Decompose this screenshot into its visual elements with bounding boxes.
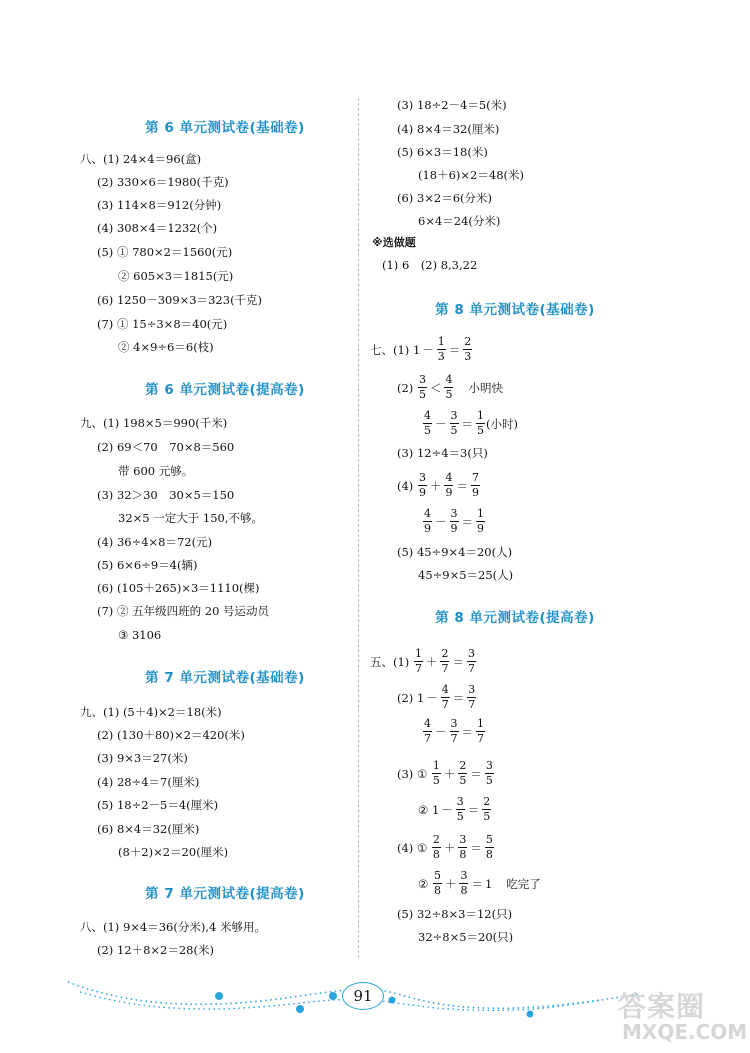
numerator: 1 bbox=[414, 647, 422, 660]
fraction-equation bbox=[397, 834, 495, 861]
fraction bbox=[459, 870, 468, 897]
whole-number: 1 bbox=[416, 690, 425, 705]
denominator: 7 bbox=[477, 732, 484, 745]
equals-sign: ＝ bbox=[470, 766, 482, 781]
fraction bbox=[467, 684, 476, 711]
answer-line: (18＋6)×2＝48(米) bbox=[418, 168, 524, 182]
equals-sign: ＝ bbox=[456, 478, 468, 493]
numerator: 5 bbox=[485, 833, 493, 846]
answer-line: (8＋2)×2＝20(厘米) bbox=[118, 845, 229, 859]
fraction-equation bbox=[422, 508, 486, 535]
footer-dot bbox=[389, 997, 396, 1004]
numerator: 3 bbox=[418, 373, 426, 386]
equals-sign: ＝ bbox=[467, 802, 480, 817]
fraction bbox=[482, 796, 491, 823]
equals-sign: ＝ bbox=[471, 876, 483, 891]
watermark-url: MXQE.COM bbox=[622, 1020, 748, 1044]
denominator: 7 bbox=[441, 662, 449, 675]
denominator: 9 bbox=[445, 486, 453, 499]
denominator: 5 bbox=[456, 810, 464, 823]
denominator: 9 bbox=[424, 522, 431, 535]
answer-line: (5) 18÷2－5＝4(厘米) bbox=[97, 798, 219, 812]
numerator: 2 bbox=[464, 335, 472, 348]
fraction bbox=[485, 834, 494, 861]
fraction bbox=[414, 648, 423, 675]
denominator: 8 bbox=[460, 884, 468, 897]
fraction-equation bbox=[422, 410, 518, 437]
numerator: 2 bbox=[432, 833, 440, 846]
operator: ＋ bbox=[429, 478, 442, 493]
fraction bbox=[423, 508, 432, 535]
operator: － bbox=[435, 416, 447, 431]
footer-dot bbox=[329, 992, 337, 1000]
operator: ＋ bbox=[425, 654, 438, 669]
numerator: 3 bbox=[467, 647, 475, 660]
numerator: 4 bbox=[424, 507, 431, 520]
answer-line: (7) ① 15÷3×8＝40(元) bbox=[97, 317, 228, 331]
answer-line: (2) 330×6＝1980(千克) bbox=[97, 175, 229, 189]
answer-line: (5) ① 780×2＝1560(元) bbox=[97, 245, 233, 259]
fraction bbox=[437, 336, 446, 363]
fraction bbox=[471, 472, 480, 499]
answer-line: 八、(1) 24×4＝96(盒) bbox=[80, 152, 202, 166]
fraction bbox=[467, 648, 476, 675]
denominator: 5 bbox=[459, 774, 467, 787]
fraction-equation bbox=[397, 684, 477, 711]
numerator: 1 bbox=[477, 409, 484, 422]
numerator: 3 bbox=[456, 795, 464, 808]
fraction-equation bbox=[418, 796, 492, 823]
question-number: (2) bbox=[397, 690, 414, 705]
fraction bbox=[458, 834, 467, 861]
denominator: 7 bbox=[424, 732, 431, 745]
fraction bbox=[476, 508, 485, 535]
fraction bbox=[441, 684, 450, 711]
numerator: 3 bbox=[450, 409, 458, 422]
question-number: (2) bbox=[397, 380, 414, 395]
fraction bbox=[450, 410, 459, 437]
equals-sign: ＝ bbox=[448, 342, 461, 357]
fraction-equation bbox=[422, 718, 486, 745]
operator: － bbox=[422, 342, 434, 357]
answer-line: 九、(1) (5＋4)×2＝18(米) bbox=[80, 705, 222, 719]
fraction bbox=[423, 410, 432, 437]
answer-line: ② 605×3＝1815(元) bbox=[118, 269, 234, 283]
answer-line: 八、(1) 9×4＝36(分米),4 米够用。 bbox=[80, 920, 266, 934]
equals-sign: ＝ bbox=[452, 690, 465, 705]
denominator: 3 bbox=[464, 350, 472, 363]
numerator: 1 bbox=[437, 335, 445, 348]
fraction-equation bbox=[397, 374, 503, 401]
fraction bbox=[418, 374, 427, 401]
fraction-equation bbox=[418, 870, 541, 897]
equals-sign: ＝ bbox=[470, 840, 482, 855]
answer-note: 小明快 bbox=[468, 380, 503, 395]
denominator: 5 bbox=[450, 424, 458, 437]
numerator: 7 bbox=[471, 471, 479, 484]
denominator: 5 bbox=[445, 388, 453, 401]
operator: － bbox=[441, 802, 453, 817]
page-number: 91 bbox=[342, 982, 384, 1010]
fraction bbox=[450, 508, 459, 535]
answer-line: (7) ② 五年级四班的 20 号运动员 bbox=[97, 604, 270, 618]
answer-line: ③ 3106 bbox=[118, 628, 162, 642]
watermark-logo: 答案圈 bbox=[618, 990, 706, 1023]
whole-number: 1 bbox=[412, 342, 421, 357]
question-number: ② bbox=[418, 802, 429, 817]
fraction bbox=[458, 760, 467, 787]
section-title-unit8-basic: 第 8 单元测试卷(基础卷) bbox=[435, 302, 595, 318]
numerator: 3 bbox=[459, 833, 467, 846]
denominator: 5 bbox=[418, 388, 426, 401]
numerator: 2 bbox=[441, 647, 449, 660]
denominator: 7 bbox=[467, 662, 475, 675]
fraction bbox=[456, 796, 465, 823]
numerator: 4 bbox=[424, 717, 431, 730]
answer-line: (5) 6×3＝18(米) bbox=[397, 145, 488, 159]
fraction bbox=[476, 410, 485, 437]
equals-sign: ＝ bbox=[452, 654, 464, 669]
fraction bbox=[444, 374, 453, 401]
numerator: 3 bbox=[450, 507, 458, 520]
operator: － bbox=[426, 690, 438, 705]
numerator: 3 bbox=[450, 717, 458, 730]
answer-line: (4) 308×4＝1232(个) bbox=[97, 221, 218, 235]
denominator: 5 bbox=[477, 424, 484, 437]
denominator: 5 bbox=[432, 774, 440, 787]
answer-note: 吃完了 bbox=[506, 876, 541, 891]
denominator: 8 bbox=[433, 884, 441, 897]
denominator: 7 bbox=[441, 698, 449, 711]
section-title-unit6-advanced: 第 6 单元测试卷(提高卷) bbox=[145, 382, 305, 398]
equals-sign: ＝ bbox=[461, 416, 473, 431]
whole-number: 1 bbox=[431, 802, 440, 817]
optional-questions-label: ※选做题 bbox=[372, 236, 416, 249]
fraction bbox=[433, 870, 442, 897]
question-number: 七、(1) bbox=[370, 342, 410, 357]
answer-line: (2) 12＋8×2＝28(米) bbox=[97, 943, 214, 957]
fraction bbox=[440, 648, 449, 675]
answer-line: (6) 3×2＝6(分米) bbox=[397, 191, 493, 205]
denominator: 5 bbox=[424, 424, 431, 437]
numerator: 4 bbox=[441, 683, 449, 696]
section-title-unit8-advanced: 第 8 单元测试卷(提高卷) bbox=[435, 610, 595, 626]
equals-sign: ＝ bbox=[461, 724, 473, 739]
numerator: 2 bbox=[459, 759, 467, 772]
denominator: 9 bbox=[418, 486, 426, 499]
denominator: 8 bbox=[485, 848, 493, 861]
answer-line: (6) 8×4＝32(厘米) bbox=[97, 822, 200, 836]
numerator: 4 bbox=[424, 409, 431, 422]
answer-line: (4) 28÷4＝7(厘米) bbox=[97, 775, 200, 789]
answer-line: 九、(1) 198×5＝990(千米) bbox=[80, 416, 228, 430]
equals-sign: ＝ bbox=[461, 514, 473, 529]
answer-line: (2) (130＋80)×2＝420(米) bbox=[97, 728, 245, 742]
answer-line: (2) 69＜70 70×8＝560 bbox=[97, 440, 235, 454]
unit-label: (小时) bbox=[486, 416, 518, 431]
answer-line: 6×4＝24(分米) bbox=[418, 214, 501, 228]
fraction bbox=[450, 718, 459, 745]
answer-line: ② 4×9÷6＝6(枝) bbox=[118, 340, 214, 354]
answer-line: (3) 18÷2－4＝5(米) bbox=[397, 98, 507, 112]
answer-line: (5) 6×6÷9＝4(辆) bbox=[97, 558, 198, 572]
operator: ＋ bbox=[443, 840, 456, 855]
whole-number: 1 bbox=[484, 876, 493, 891]
denominator: 9 bbox=[450, 522, 458, 535]
question-number: 五、(1) bbox=[370, 654, 410, 669]
footer-dot bbox=[296, 1005, 304, 1013]
denominator: 9 bbox=[477, 522, 484, 535]
operator: － bbox=[435, 724, 447, 739]
denominator: 8 bbox=[432, 848, 440, 861]
numerator: 1 bbox=[432, 759, 440, 772]
operator: ＋ bbox=[444, 876, 457, 891]
answer-line: 32÷8×5＝20(只) bbox=[418, 930, 514, 944]
fraction bbox=[432, 760, 441, 787]
operator: － bbox=[435, 514, 447, 529]
question-number: (4) bbox=[397, 478, 414, 493]
numerator: 3 bbox=[460, 869, 468, 882]
answer-line: (3) 12÷4＝3(只) bbox=[397, 446, 488, 460]
question-number: (4) ① bbox=[397, 840, 428, 855]
numerator: 3 bbox=[468, 683, 476, 696]
fraction-equation bbox=[397, 760, 495, 787]
operator: ＜ bbox=[429, 380, 442, 395]
answer-line: 32×5 一定大于 150,不够。 bbox=[118, 511, 264, 525]
section-title-unit7-basic: 第 7 单元测试卷(基础卷) bbox=[145, 670, 305, 686]
question-number: ② bbox=[418, 876, 429, 891]
denominator: 5 bbox=[485, 774, 493, 787]
answer-line: (3) 32＞30 30×5＝150 bbox=[97, 488, 235, 502]
fraction bbox=[423, 718, 432, 745]
numerator: 5 bbox=[433, 869, 441, 882]
fraction bbox=[485, 760, 494, 787]
fraction bbox=[444, 472, 453, 499]
footer-dot bbox=[215, 992, 223, 1000]
denominator: 8 bbox=[459, 848, 467, 861]
answer-line: (5) 45÷9×4＝20(人) bbox=[397, 545, 513, 559]
fraction bbox=[476, 718, 485, 745]
column-divider bbox=[358, 98, 359, 958]
operator: ＋ bbox=[443, 766, 456, 781]
answer-line: 带 600 元够。 bbox=[118, 464, 194, 478]
numerator: 4 bbox=[445, 471, 453, 484]
numerator: 1 bbox=[477, 717, 484, 730]
answer-line: (3) 9×3＝27(米) bbox=[97, 751, 188, 765]
answer-line: 45÷9×5＝25(人) bbox=[418, 568, 514, 582]
section-title-unit7-advanced: 第 7 单元测试卷(提高卷) bbox=[145, 886, 305, 902]
numerator: 3 bbox=[485, 759, 493, 772]
footer-dot bbox=[527, 1011, 534, 1018]
fraction-equation bbox=[370, 648, 477, 675]
denominator: 9 bbox=[471, 486, 479, 499]
answer-line: (4) 8×4＝32(厘米) bbox=[397, 122, 500, 136]
question-number: (3) ① bbox=[397, 766, 428, 781]
denominator: 7 bbox=[468, 698, 476, 711]
answer-line: (4) 36÷4×8＝72(元) bbox=[97, 535, 213, 549]
numerator: 4 bbox=[445, 373, 453, 386]
denominator: 7 bbox=[450, 732, 458, 745]
numerator: 3 bbox=[418, 471, 426, 484]
denominator: 7 bbox=[414, 662, 422, 675]
answer-line: (6) (105＋265)×3＝1110(棵) bbox=[97, 581, 260, 595]
fraction-equation bbox=[370, 336, 473, 363]
numerator: 1 bbox=[477, 507, 484, 520]
numerator: 2 bbox=[483, 795, 491, 808]
fraction bbox=[418, 472, 427, 499]
fraction bbox=[432, 834, 441, 861]
answer-line: (5) 32÷8×3＝12(只) bbox=[397, 907, 513, 921]
fraction bbox=[463, 336, 472, 363]
fraction-equation bbox=[397, 472, 481, 499]
denominator: 3 bbox=[437, 350, 445, 363]
denominator: 5 bbox=[483, 810, 491, 823]
answer-line: (1) 6 (2) 8,3,22 bbox=[382, 258, 478, 272]
answer-line: (6) 1250－309×3＝323(千克) bbox=[97, 293, 263, 307]
section-title-unit6-basic: 第 6 单元测试卷(基础卷) bbox=[145, 120, 305, 136]
answer-line: (3) 114×8＝912(分钟) bbox=[97, 198, 222, 212]
